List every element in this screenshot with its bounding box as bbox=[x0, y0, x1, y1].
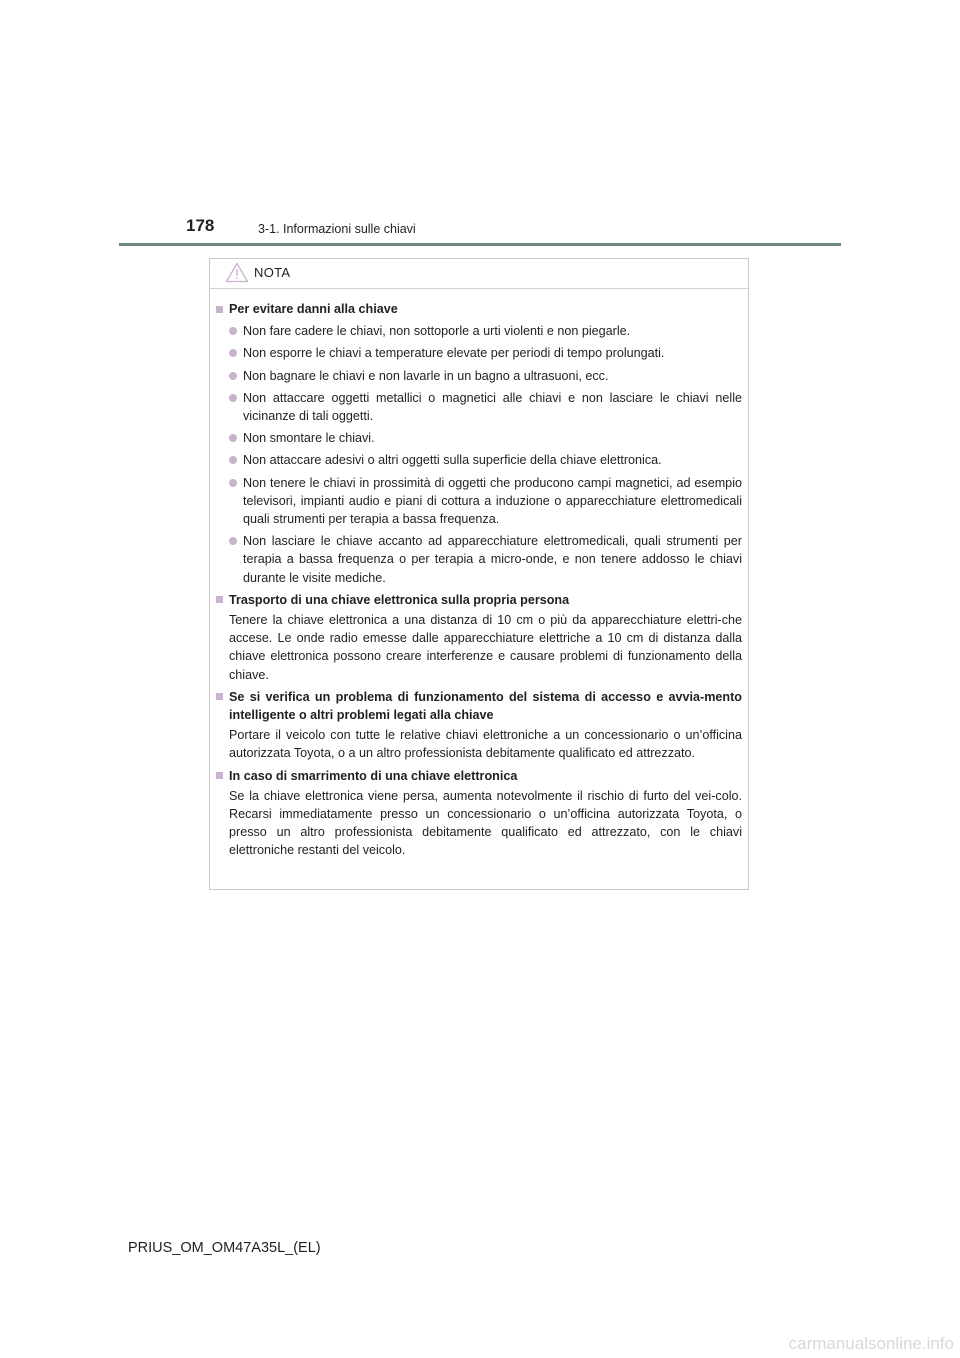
notice-content bbox=[210, 289, 748, 860]
round-bullet-icon bbox=[229, 434, 237, 442]
list-item-text: Non smontare le chiavi. bbox=[243, 431, 375, 446]
list-item bbox=[216, 344, 742, 362]
list-item bbox=[216, 474, 742, 529]
square-bullet-icon bbox=[216, 596, 223, 603]
notice-section bbox=[216, 688, 742, 763]
section-heading-text: In caso di smarrimento di una chiave elettronica bbox=[229, 768, 518, 783]
section-heading bbox=[216, 767, 742, 785]
round-bullet-icon bbox=[229, 456, 237, 464]
square-bullet-icon bbox=[216, 693, 223, 700]
square-bullet-icon bbox=[216, 306, 223, 313]
document-code: PRIUS_OM_OM47A35L_(EL) bbox=[128, 1240, 321, 1256]
notice-header bbox=[210, 259, 748, 289]
section-heading-text: Se si verifica un problema di funzionamento del sistema di accesso e avvia-mento intelligente o altri problemi legati alla chiave bbox=[229, 689, 742, 723]
list-item-text: Non attaccare adesivi o altri oggetti sulla superficie della chiave elettronica. bbox=[243, 453, 662, 468]
notice-section bbox=[216, 300, 742, 587]
round-bullet-icon bbox=[229, 349, 237, 357]
list-item bbox=[216, 322, 742, 340]
section-heading-text: Trasporto di una chiave elettronica sulla propria persona bbox=[229, 592, 570, 607]
section-body: Tenere la chiave elettronica a una distanza di 10 cm o più da apparecchiature elettri-che accese. Le onde radio emesse dalle apparecchiature elettriche a 10 cm di distanza dalla chiave elettronica possono creare interferenze e causare problemi di funzionamento della chiave. bbox=[229, 613, 742, 682]
section-heading bbox=[216, 300, 742, 318]
section-title: 3-1. Informazioni sulle chiavi bbox=[258, 222, 416, 236]
section-heading-text: Per evitare danni alla chiave bbox=[229, 302, 398, 316]
notice-section bbox=[216, 591, 742, 684]
round-bullet-icon bbox=[229, 479, 237, 487]
list-item bbox=[216, 429, 742, 447]
header-rule bbox=[119, 243, 841, 246]
list-item-text: Non esporre le chiavi a temperature elevate per periodi di tempo prolungati. bbox=[243, 346, 665, 361]
section-heading bbox=[216, 688, 742, 724]
section-body: Se la chiave elettronica viene persa, aumenta notevolmente il rischio di furto del vei-colo. Recarsi immediatamente presso un concessionario o un’officina autorizzata Toyota, o presso un altro professionista debitamente qualificato ed attrezzato, con le chiavi elettroniche restanti del veicolo. bbox=[229, 788, 742, 858]
watermark: carmanualsonline.info bbox=[788, 1334, 954, 1353]
list-item-text: Non bagnare le chiavi e non lavarle in un bagno a ultrasuoni, ecc. bbox=[243, 368, 609, 383]
list-item bbox=[216, 451, 742, 469]
section-heading bbox=[216, 591, 742, 609]
list-item-text: Non lasciare le chiave accanto ad apparecchiature elettromedicali, quali strumenti per terapia a bassa frequenza o per terapia a micro-onde, e non tenere addosso le chiavi durante le visite mediche. bbox=[243, 534, 742, 585]
notice-label: NOTA bbox=[254, 265, 291, 280]
list-item-text: Non fare cadere le chiavi, non sottoporle a urti violenti e non piegarle. bbox=[243, 324, 631, 339]
square-bullet-icon bbox=[216, 772, 223, 779]
page-number: 178 bbox=[186, 216, 215, 235]
list-item-text: Non attaccare oggetti metallici o magnetici alle chiavi e non lasciare le chiavi nelle vicinanze di tali oggetti. bbox=[243, 390, 742, 424]
notice-section bbox=[216, 767, 742, 860]
list-item-text: Non tenere le chiavi in prossimità di oggetti che producono campi magnetici, ad esempio televisori, impianti audio e piani di cottura a induzione o apparecchiature elettromedicali quali strumenti per terapia a bassa frequenza. bbox=[243, 475, 742, 527]
round-bullet-icon bbox=[229, 537, 237, 545]
notice-box bbox=[209, 258, 749, 890]
round-bullet-icon bbox=[229, 327, 237, 335]
round-bullet-icon bbox=[229, 394, 237, 402]
round-bullet-icon bbox=[229, 372, 237, 380]
list-item bbox=[216, 532, 742, 587]
section-body: Portare il veicolo con tutte le relative chiavi elettroniche a un concessionario o un’officina autorizzata Toyota, o a un altro professionista debitamente qualificato ed attrezzato. bbox=[229, 728, 742, 761]
warning-icon bbox=[225, 262, 249, 283]
list-item bbox=[216, 367, 742, 385]
list-item bbox=[216, 389, 742, 425]
